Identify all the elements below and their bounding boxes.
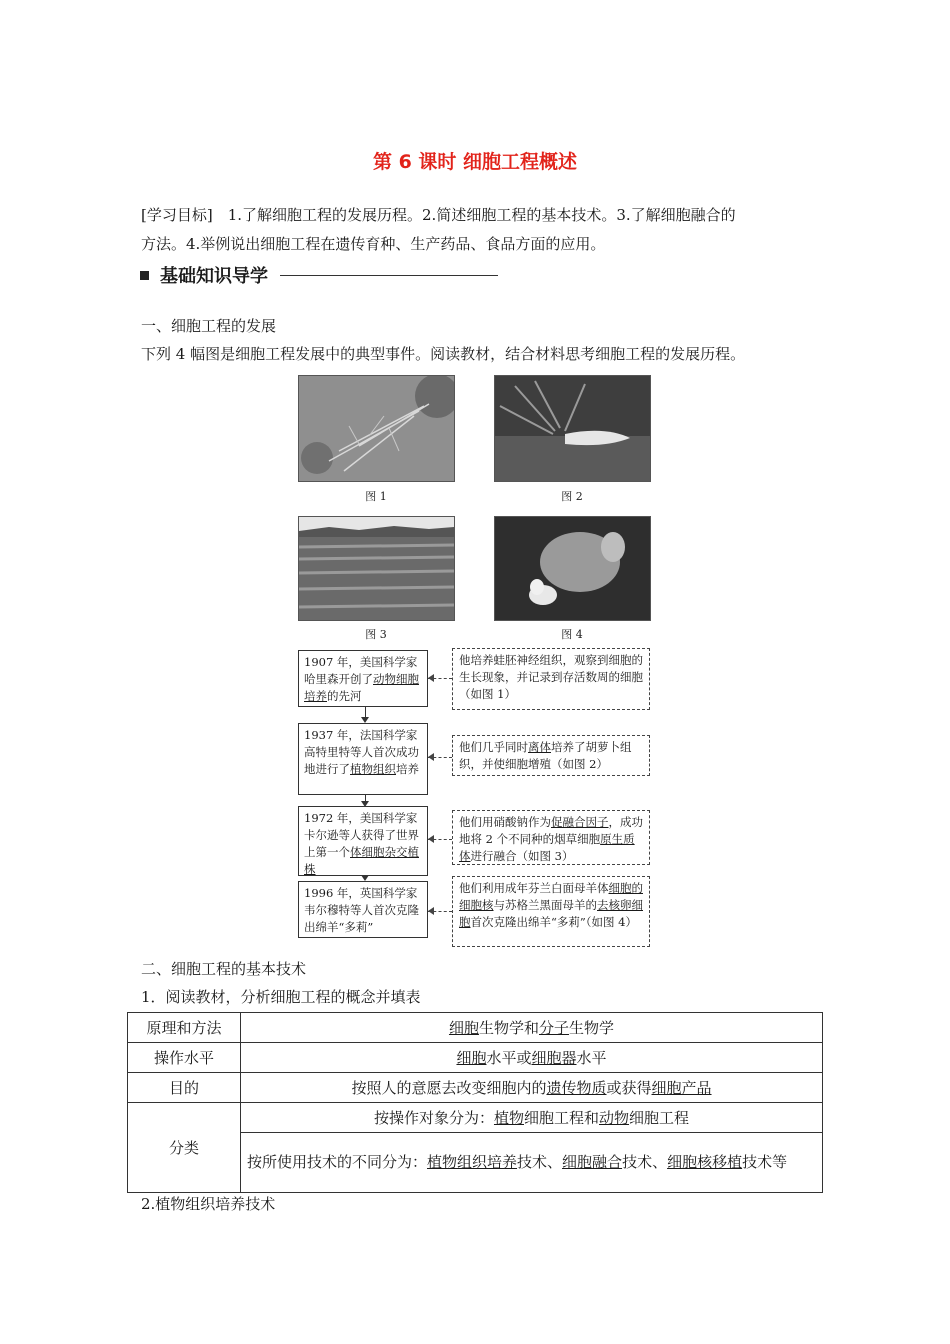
item2-heading: 2.植物组织培养技术 bbox=[141, 1195, 276, 1213]
connector-arrow-1907 bbox=[428, 674, 434, 682]
connector-arrow-1996 bbox=[428, 907, 434, 915]
table-row bbox=[128, 1043, 823, 1073]
timeline-detail-1937: 他们几乎同时离体培养了胡萝卜组织，并使细胞增殖（如图 2） bbox=[452, 735, 650, 776]
objectives-line-1: [学习目标] 1.了解细胞工程的发展历程。2.简述细胞工程的基本技术。3.了解细胞融合的 bbox=[141, 206, 736, 224]
table-cell: 按所使用技术的不同分为：植物组织培养技术、细胞融合技术、细胞核移植技术等 bbox=[241, 1133, 823, 1193]
table-cell: 按操作对象分为：植物细胞工程和动物细胞工程 bbox=[241, 1103, 823, 1133]
timeline-detail-1996: 他们利用成年芬兰白面母羊体细胞的细胞核与苏格兰黑面母羊的去核卵细胞首次克隆出绵羊“多莉”（如图 4） bbox=[452, 876, 650, 947]
figure-1-caption: 图 1 bbox=[365, 490, 387, 503]
figure-2-caption: 图 2 bbox=[561, 490, 583, 503]
item1-instruction: 1．阅读教材，分析细胞工程的概念并填表 bbox=[141, 988, 421, 1006]
table-row bbox=[128, 1073, 823, 1103]
table-cell: 按照人的意愿去改变细胞内的遗传物质或获得细胞产品 bbox=[241, 1073, 823, 1103]
table-cell: 细胞水平或细胞器水平 bbox=[241, 1043, 823, 1073]
table-row bbox=[128, 1013, 823, 1043]
table-cell: 细胞生物学和分子生物学 bbox=[241, 1013, 823, 1043]
section-title: 基础知识导学 bbox=[160, 266, 268, 287]
part1-intro: 下列 4 幅图是细胞工程发展中的典型事件。阅读教材，结合材料思考细胞工程的发展历程。 bbox=[141, 345, 746, 363]
nerve-tissue-micrograph-icon bbox=[298, 375, 455, 482]
section-header bbox=[140, 262, 498, 288]
tobacco-field-photo-icon bbox=[298, 516, 455, 621]
timeline-detail-1972: 他们用硝酸钠作为促融合因子，成功地将 2 个不同种的烟草细胞原生质体进行融合（如图 3） bbox=[452, 810, 650, 865]
figure-4-caption: 图 4 bbox=[561, 628, 583, 641]
learning-objectives bbox=[141, 201, 821, 259]
timeline-event-1907: 1907 年，美国科学家哈里森开创了动物细胞培养的先河 bbox=[298, 650, 428, 707]
figure-3-caption: 图 3 bbox=[365, 628, 387, 641]
part2-heading: 二、细胞工程的基本技术 bbox=[141, 960, 307, 978]
connector-arrow-1972 bbox=[428, 835, 434, 843]
lesson-title: 第 6 课时 细胞工程概述 bbox=[372, 151, 578, 173]
timeline-detail-1907: 他培养蛙胚神经组织，观察到细胞的生长现象，并记录到存活数周的细胞（如图 1） bbox=[452, 648, 650, 710]
table-label: 分类 bbox=[128, 1103, 241, 1193]
timeline-event-1996: 1996 年，英国科学家韦尔穆特等人首次克隆出绵羊“多莉” bbox=[298, 881, 428, 938]
timeline-event-1937: 1937 年，法国科学家高特里特等人首次成功地进行了植物组织培养 bbox=[298, 723, 428, 795]
cell-engineering-concept-table bbox=[127, 1012, 823, 1193]
square-bullet-icon bbox=[140, 271, 149, 280]
sheep-dolly-photo-icon bbox=[494, 516, 651, 621]
part1-heading: 一、细胞工程的发展 bbox=[141, 317, 277, 335]
carrot-photo-icon bbox=[494, 375, 651, 482]
table-row bbox=[128, 1103, 823, 1133]
table-label: 目的 bbox=[128, 1073, 241, 1103]
table-label: 原理和方法 bbox=[128, 1013, 241, 1043]
table-label: 操作水平 bbox=[128, 1043, 241, 1073]
objectives-line-2: 方法。4.举例说出细胞工程在遗传育种、生产药品、食品方面的应用。 bbox=[141, 235, 606, 253]
connector-arrow-1937 bbox=[428, 753, 434, 761]
timeline-event-1972: 1972 年，美国科学家卡尔逊等人获得了世界上第一个体细胞杂交植株 bbox=[298, 806, 428, 876]
section-rule bbox=[280, 275, 498, 276]
